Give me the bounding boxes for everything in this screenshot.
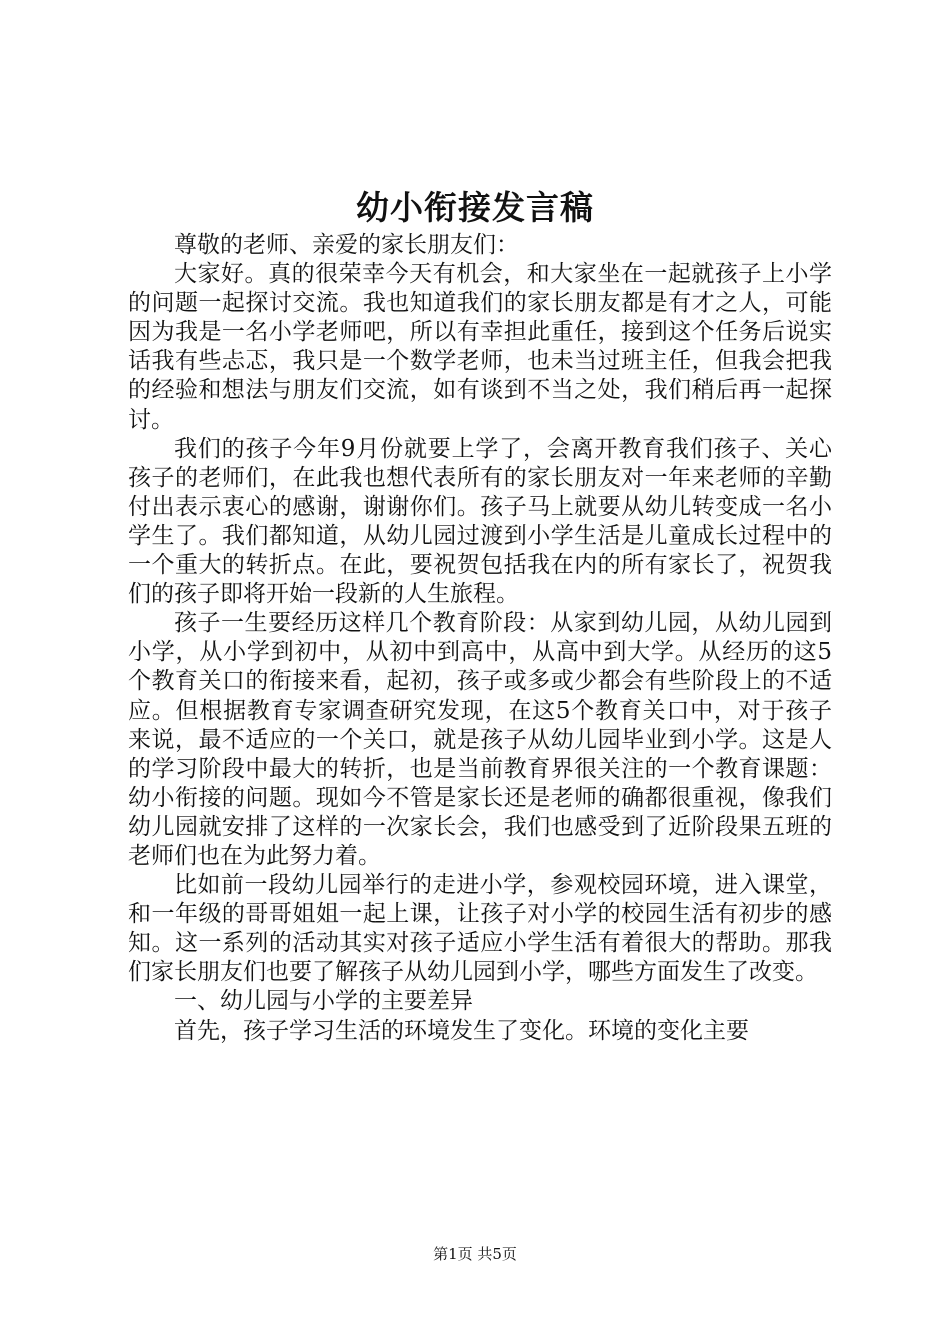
page-number-footer: 第1页 共5页 [433,1245,517,1263]
document-title: 幼小衔接发言稿 [356,188,594,227]
section-heading: 一、幼儿园与小学的主要差异 [174,988,473,1015]
document-body [128,231,832,1046]
salutation-paragraph: 尊敬的老师、亲爱的家长朋友们： [174,232,519,258]
body-paragraph: 我们的孩子今年9月份就要上学了，会离开教育我们孩子、关心孩子的老师们，在此我也想代表所有的家长朋友对一年来老师的辛勤付出表示衷心的感谢，谢谢你们。孩子马上就要从幼儿转变成一名小学生了。我们都知道，从幼儿园过渡到小学生活是儿童成长过程中的一个重大的转折点。在此，要祝贺包括我在内的所有家长了，祝贺我们的孩子即将开始一段新的人生旅程。 [128,435,832,608]
body-paragraph: 比如前一段幼儿园举行的走进小学，参观校园环境，进入课堂，和一年级的哥哥姐姐一起上课，让孩子对小学的校园生活有初步的感知。这一系列的活动其实对孩子适应小学生活有着很大的帮助。那我们家长朋友们也要了解孩子从幼儿园到小学，哪些方面发生了改变。 [128,872,832,986]
body-paragraph: 孩子一生要经历这样几个教育阶段：从家到幼儿园，从幼儿园到小学，从小学到初中，从初中到高中，从高中到大学。从经历的这5个教育关口的衔接来看，起初，孩子或多或少都会有些阶段上的不适应。但根据教育专家调查研究发现，在这5个教育关口中，对于孩子来说，最不适应的一个关口，就是孩子从幼儿园毕业到小学。这是人的学习阶段中最大的转折，也是当前教育界很关注的一个教育课题：幼小衔接的问题。现如今不管是家长还是老师的确都很重视，像我们幼儿园就安排了这样的一次家长会，我们也感受到了近阶段果五班的老师们也在为此努力着。 [128,610,832,869]
body-paragraph: 大家好。真的很荣幸今天有机会，和大家坐在一起就孩子上小学的问题一起探讨交流。我也知道我们的家长朋友都是有才之人，可能因为我是一名小学老师吧，所以有幸担此重任，接到这个任务后说实话我有些忐忑，我只是一个数学老师，也未当过班主任，但我会把我的经验和想法与朋友们交流，如有谈到不当之处，我们稍后再一起探讨。 [128,261,832,433]
body-paragraph: 首先，孩子学习生活的环境发生了变化。环境的变化主要 [174,1017,749,1044]
